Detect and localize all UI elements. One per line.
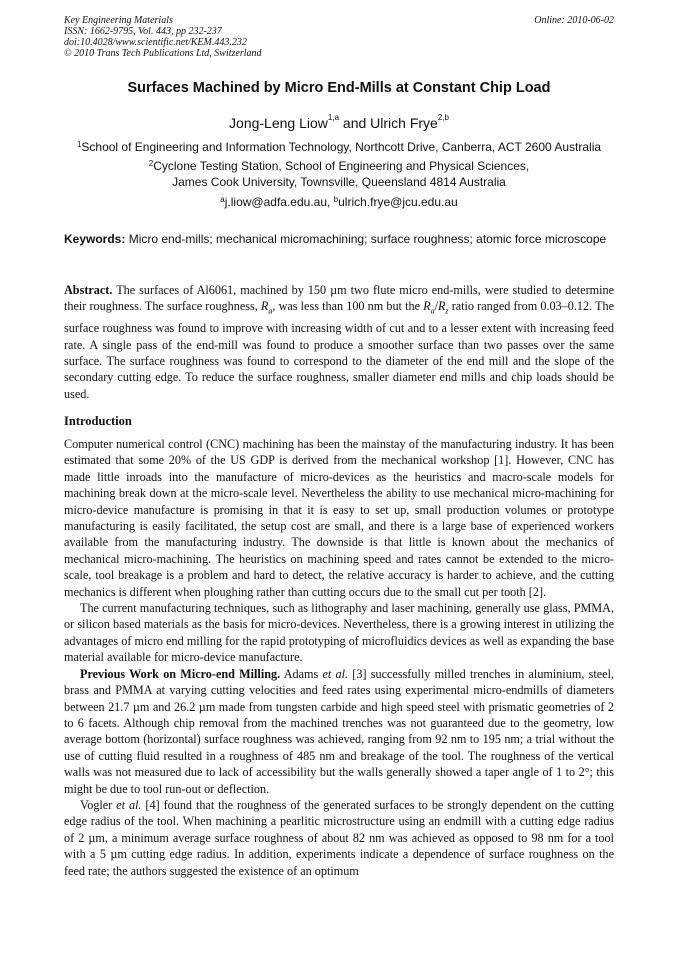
abstract-text-2: , was less than 100 nm but the xyxy=(272,299,424,314)
introduction-body xyxy=(64,436,614,879)
author-line xyxy=(0,115,678,131)
author-2: Ulrich Frye xyxy=(370,115,438,131)
email-b[interactable]: ulrich.frye@jcu.edu.au xyxy=(338,195,458,209)
author-2-sup: 2,b xyxy=(437,113,449,122)
intro-p3-etal: et al. xyxy=(322,666,349,681)
abstract-ra-sub: a xyxy=(268,306,273,316)
intro-paragraph-4 xyxy=(64,797,614,879)
abstract xyxy=(64,282,614,402)
affiliation-2 xyxy=(0,158,678,190)
author-emails xyxy=(0,194,678,210)
intro-p4-etal: et al. xyxy=(116,797,142,812)
abstract-ratio-a-sub: a xyxy=(430,306,435,316)
affiliation-1-sup: 1 xyxy=(76,140,82,149)
affiliation-2-sup: 2 xyxy=(148,159,154,168)
section-heading-introduction: Introduction xyxy=(64,414,132,428)
intro-paragraph-1: Computer numerical control (CNC) machining has been the mainstay of the manufacturing industry. It has been estimated that some 20% of the US GDP is derived from the mechanical workshop [1]. However, CNC has made little inroads into the manufacture of micro-devices as the heuristics and macro-scale models for machining break down at the micro-scale level. Nevertheless the ability to use mechanical micro-machining for micro-device manufacture is promising in that it is easy to set up, small production volumes or prototype manufacturing is easily facilitated, the setup cost are small, and there is a large base of experienced workers available from the manufacturing industry. The downside is that little is known about the mechanics of mechanical micro-machining. The heuristics on machining speed and rates cannot be extended to the micro-scale, tool breakage is a problem and hard to detect, the relative accuracy is harder to achieve, and the cutting mechanics is different when ploughing rather than cutting occurs due to the small cut per tooth [2]. xyxy=(64,437,614,599)
intro-p3-text-a: Adams xyxy=(280,666,323,681)
author-1: Jong-Leng Liow xyxy=(229,115,328,131)
intro-p3-text-b: [3] successfully milled trenches in aluminium, steel, brass and PMMA at varying cutting velocities and feed rates using experimental micro-endmills of diameters between 21.7 µm and 26.2 µm made from tungsten carbide and high speed steel with prismatic geometries of 2 to 6 facets. Although chip removal from the machined trenches was not guaranteed due to the geometry, low average bottom (horizontal) surface roughness was achieved, ranging from 92 nm to 195 nm; a trial without the use of cutting fluid resulted in a roughness of 485 nm and breakage of the tool. The roughness of the vertical walls was not measured due to lack of accessibility but the walls generally showed a taper angle of 1 to 2°; this might be due to tool run-out or deflection. xyxy=(64,666,614,796)
email-a-sup: a xyxy=(220,195,225,204)
abstract-ratio-a: R xyxy=(423,299,431,314)
abstract-ratio-z-sub: z xyxy=(445,306,449,316)
intro-p4-text-a: Vogler xyxy=(80,797,117,812)
paper-title: Surfaces Machined by Micro End-Mills at Constant Chip Load xyxy=(127,80,551,96)
author-and: and xyxy=(339,115,371,131)
affiliation-1 xyxy=(0,139,678,155)
affiliation-2-line2: James Cook University, Townsville, Queensland 4814 Australia xyxy=(172,175,506,189)
keywords-text: Micro end-mills; mechanical micromachining; surface roughness; atomic force microscope xyxy=(125,232,607,246)
journal-issn: ISSN: 1662-9795, Vol. 443, pp 232-237 xyxy=(64,26,222,37)
journal-doi: doi:10.4028/www.scientific.net/KEM.443.232 xyxy=(64,37,247,48)
journal-copyright: © 2010 Trans Tech Publications Ltd, Switzerland xyxy=(64,48,262,59)
intro-paragraph-2: The current manufacturing techniques, such as lithography and laser machining, generally use glass, PMMA, or silicon based materials as the basis for micro-devices. Nevertheless, there is a growing interest in utilizing the advantages of micro end milling for the rapid prototyping of microfluidics devices as well as expanding the base material available for micro-device manufacture. xyxy=(64,601,614,665)
intro-p4-text-b: [4] found that the roughness of the generated surfaces to be strongly dependent on the cutting edge radius of the tool. When machining a pearlitic microstructure using an endmill with a cutting edge radius of 2 µm, a minimum average surface roughness of about 82 nm was achieved as opposed to 98 nm for a tool with a 5 µm cutting edge radius. In addition, experiments indicate a dependence of surface roughness on the feed rate; the authors suggested the existence of an optimum xyxy=(64,797,614,878)
keywords xyxy=(64,232,614,247)
online-date: Online: 2010-06-02 xyxy=(534,15,614,26)
abstract-label: Abstract. xyxy=(64,283,113,297)
subsection-heading-previous-work: Previous Work on Micro-end Milling. xyxy=(80,666,281,681)
journal-header xyxy=(64,15,614,59)
abstract-text-1: The surfaces of Al6061, machined by 150 µm two flute micro end-mills, were studied to determine their roughness. The surface roughness, xyxy=(64,283,614,314)
intro-paragraph-3 xyxy=(64,666,614,797)
abstract-slash: / xyxy=(434,299,438,314)
abstract-ratio-z: R xyxy=(437,299,446,314)
email-b-sup: b xyxy=(333,195,339,204)
email-a[interactable]: j.liow@adfa.edu.au, xyxy=(224,195,334,209)
abstract-text-3: ratio ranged from 0.03–0.12. The surface roughness was found to improve with increasing width of cut and to a lesser extent with increasing feed rate. A single pass of the end-mill was found to produce a smoother surface than two passes over the same surface. The surface roughness was found to correspond to the diameter of the end mill and the slope of the secondary cutting edge. To reduce the surface roughness, smaller diameter end mills and chip loads should be used. xyxy=(64,299,614,401)
abstract-ra: R xyxy=(260,299,269,314)
affiliation-1-text: School of Engineering and Information Technology, Northcott Drive, Canberra, ACT 2600 Australia xyxy=(81,140,602,154)
affiliation-2-line1: Cyclone Testing Station, School of Engineering and Physical Sciences, xyxy=(153,159,530,173)
journal-name: Key Engineering Materials xyxy=(64,15,173,26)
author-1-sup: 1,a xyxy=(327,113,340,122)
keywords-label: Keywords: xyxy=(64,232,126,246)
